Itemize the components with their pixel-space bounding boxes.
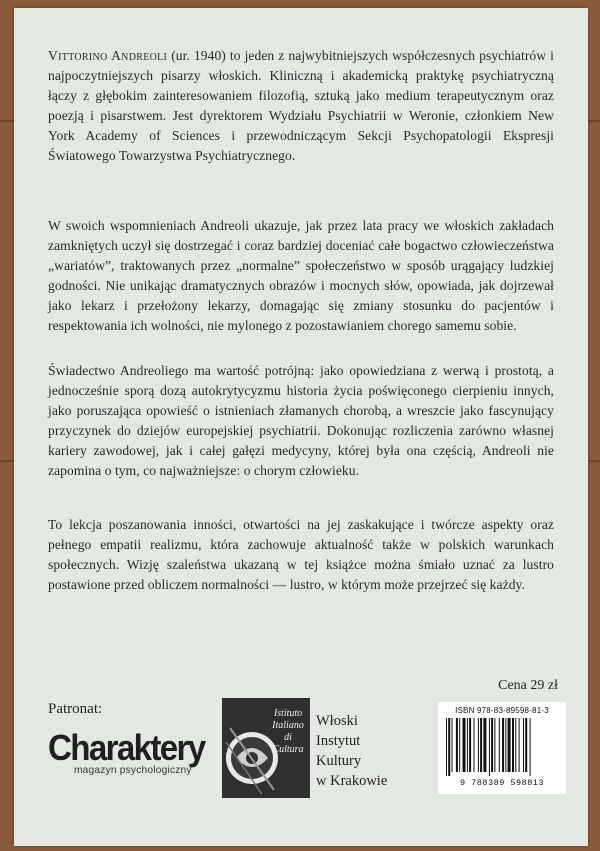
barcode-stripe: [530, 718, 531, 776]
iic-emblem-line: di: [284, 732, 292, 743]
barcode-stripe: [512, 718, 514, 772]
barcode-stripe: [508, 718, 511, 772]
barcode-stripe: [523, 718, 524, 772]
barcode-stripe: [525, 718, 527, 772]
barcode-stripe: [499, 718, 500, 772]
barcode-stripe: [459, 718, 460, 772]
iic-emblem-line: Italiano: [272, 720, 304, 731]
barcode-stripe: [469, 718, 471, 772]
barcode-stripe: [452, 718, 453, 772]
book-back-cover: [14, 8, 588, 846]
barcode-stripe: [515, 718, 516, 772]
barcode-icon: [446, 718, 558, 776]
institute-name-line: Włoski: [316, 713, 358, 729]
blurb-paragraph-1: W swoich wspomnieniach Andreoli ukazuje, jak przez lata pracy we włoskich zakładach zamkniętych uczył się dostrzegać i coraz bardziej doceniać całe bogactwo człowieczeństwa „wariatów”, traktowanych przez „normalne” społeczeństwo w sposób urągający ludzkiej godności. Nie unikając dramatycznych obrazów i mocnych słów, opowiada, jak dojrzewał jako lekarz i przełożony lekarzy, domagając się zmiany stosunku do pacjentów i respektowania ich wolności, nie mylonego z pozostawianiem chorego samemu sobie.: [48, 218, 554, 333]
iic-emblem-icon: [222, 698, 310, 798]
isbn-barcode-box: [438, 702, 566, 794]
barcode-stripe: [463, 718, 466, 772]
blurb-paragraph-3: To lekcja poszanowania inności, otwartości na jej zaskakujące i twórcze aspekty oraz pełnego empatii realizmu, która zachowuje aktualność także w polskich warunkach społecznych. Wizję szaleństwa ukazaną w tej książce można śmiało uznać za lustro postawione przed obliczem normalności — lustro, w którym może przejrzeć się każdy.: [48, 517, 554, 592]
charaktery-logo-word: Charaktery: [48, 727, 205, 768]
barcode-stripe: [491, 718, 493, 772]
barcode-stripe: [505, 718, 506, 772]
barcode-stripe: [502, 718, 504, 772]
barcode-stripe: [489, 718, 490, 776]
barcode-stripe: [494, 718, 495, 772]
barcode-stripe: [467, 718, 468, 772]
charaktery-logo: [48, 727, 228, 776]
charaktery-logo-subtitle: magazyn psychologiczny: [74, 765, 192, 776]
barcode-stripe: [480, 718, 482, 772]
blurb-paragraph-2: Świadectwo Andreoliego ma wartość potrójną: jako opowiedziana z werwą i prostotą, a jednocześnie sporą dozą autokrytycyzmu historia życia poświęconego cierpieniu innych, jako poruszająca opowieść o istnieniach złamanych chorobą, a wreszcie jako fascynujący przyczynek do dziejów europejskiej psychiatrii. Dokonując rozliczenia zarówno własnej kariery zawodowej, jak i całej gałęzi medycyny, której była ona częścią, Andreoli nie zapomina o tym, co najważniejsze: o chorym człowieku.: [48, 363, 554, 478]
barcode-stripe: [446, 718, 447, 776]
iic-emblem-line: Cultura: [272, 744, 304, 755]
institute-name: [316, 711, 387, 791]
barcode-stripe: [483, 718, 486, 772]
isbn-digits: 9 788389 598813: [459, 778, 544, 788]
barcode-stripe: [474, 718, 475, 772]
iic-emblem-line: Istituto: [273, 708, 303, 719]
price-label: Cena 29 zł: [498, 678, 558, 693]
author-bio-text: (ur. 1940) to jeden z najwybitniejszych współczesnych psychiatrów i najpoczytniejszych pisarzy włoskich. Kliniczną i akademicką praktykę psychiatryczną łączy z głębokim zainteresowaniem filozofią, sztuką jako medium terapeutycznym oraz poezją i pisarstwem. Jest dyrektorem Wydziału Psychiatrii w Weronie, członkiem New York Academy of Sciences i przewodniczącym Sekcji Psychopatologii Ekspresji Światowego Towarzystwa Psychiatrycznego.: [48, 48, 554, 163]
institute-name-line: w Krakowie: [316, 773, 388, 789]
author-bio-paragraph: [48, 46, 554, 166]
patronat-label: Patronat:: [48, 701, 103, 717]
barcode-stripe: [448, 718, 450, 776]
barcode-stripe: [519, 718, 520, 772]
institute-name-line: Instytut: [316, 733, 361, 749]
institute-name-line: Kultury: [316, 753, 362, 769]
barcode-stripe: [456, 718, 458, 772]
barcode-stripe: [478, 718, 479, 772]
author-name: Vittorino Andreoli: [48, 48, 168, 63]
iic-emblem-text: [268, 708, 308, 756]
isbn-label: ISBN 978-83-89598-81-3: [455, 706, 549, 715]
